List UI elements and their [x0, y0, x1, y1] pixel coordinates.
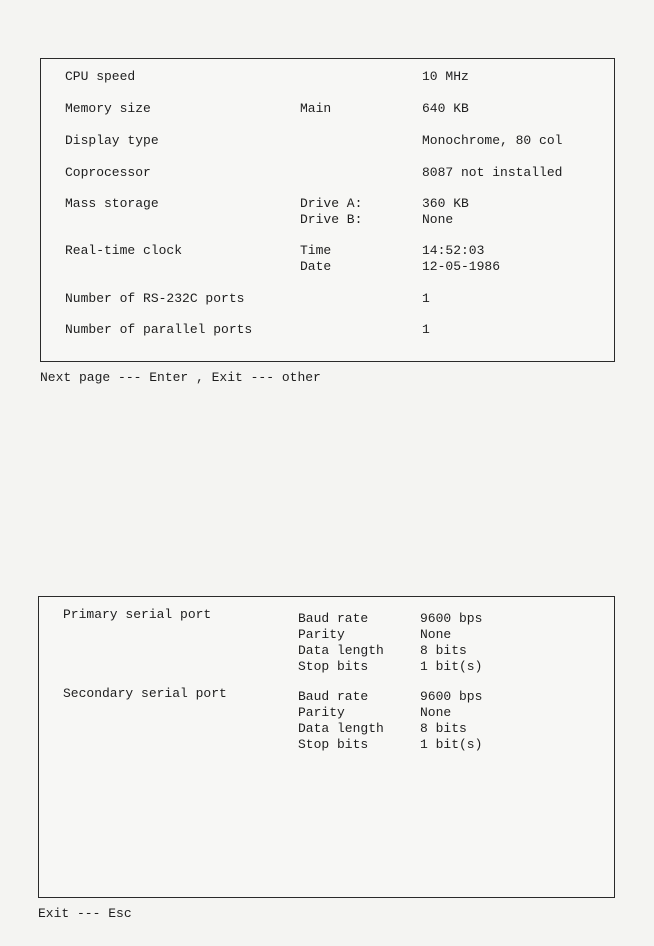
cpu-speed-value: 10 MHz	[422, 69, 469, 84]
primary-serial-port-label: Primary serial port	[63, 607, 212, 622]
drive-b-label: Drive B:	[300, 212, 363, 227]
secondary-data-length-value: 8 bits	[420, 721, 467, 736]
primary-stop-bits-label: Stop bits	[298, 659, 369, 674]
drive-a-value: 360 KB	[422, 196, 469, 211]
mass-storage-label: Mass storage	[65, 196, 159, 211]
date-value: 12-05-1986	[422, 259, 501, 274]
parallel-ports-value: 1	[422, 322, 430, 337]
rs232c-ports-label: Number of RS-232C ports	[65, 291, 245, 306]
rs232c-ports-value: 1	[422, 291, 430, 306]
memory-main-label: Main	[300, 101, 332, 116]
secondary-serial-port-label: Secondary serial port	[63, 686, 227, 701]
secondary-parity-value: None	[420, 705, 452, 720]
primary-data-length-value: 8 bits	[420, 643, 467, 658]
serial-ports-panel	[38, 596, 615, 898]
time-label: Time	[300, 243, 332, 258]
system-info-panel	[40, 58, 615, 362]
primary-baud-rate-value: 9600 bps	[420, 611, 483, 626]
primary-baud-rate-label: Baud rate	[298, 611, 369, 626]
exit-prompt[interactable]: Exit --- Esc	[38, 906, 132, 921]
secondary-baud-rate-value: 9600 bps	[420, 689, 483, 704]
display-type-label: Display type	[65, 133, 159, 148]
next-page-prompt[interactable]: Next page --- Enter , Exit --- other	[40, 370, 321, 385]
drive-a-label: Drive A:	[300, 196, 363, 211]
secondary-baud-rate-label: Baud rate	[298, 689, 369, 704]
drive-b-value: None	[422, 212, 454, 227]
parallel-ports-label: Number of parallel ports	[65, 322, 253, 337]
realtime-clock-label: Real-time clock	[65, 243, 183, 258]
memory-size-value: 640 KB	[422, 101, 469, 116]
cpu-speed-label: CPU speed	[65, 69, 136, 84]
coprocessor-label: Coprocessor	[65, 165, 151, 180]
time-value: 14:52:03	[422, 243, 485, 258]
secondary-data-length-label: Data length	[298, 721, 384, 736]
secondary-stop-bits-value: 1 bit(s)	[420, 737, 483, 752]
date-label: Date	[300, 259, 332, 274]
primary-stop-bits-value: 1 bit(s)	[420, 659, 483, 674]
primary-parity-value: None	[420, 627, 452, 642]
primary-parity-label: Parity	[298, 627, 345, 642]
display-type-value: Monochrome, 80 col	[422, 133, 563, 148]
coprocessor-value: 8087 not installed	[422, 165, 563, 180]
secondary-stop-bits-label: Stop bits	[298, 737, 369, 752]
memory-size-label: Memory size	[65, 101, 151, 116]
primary-data-length-label: Data length	[298, 643, 384, 658]
secondary-parity-label: Parity	[298, 705, 345, 720]
